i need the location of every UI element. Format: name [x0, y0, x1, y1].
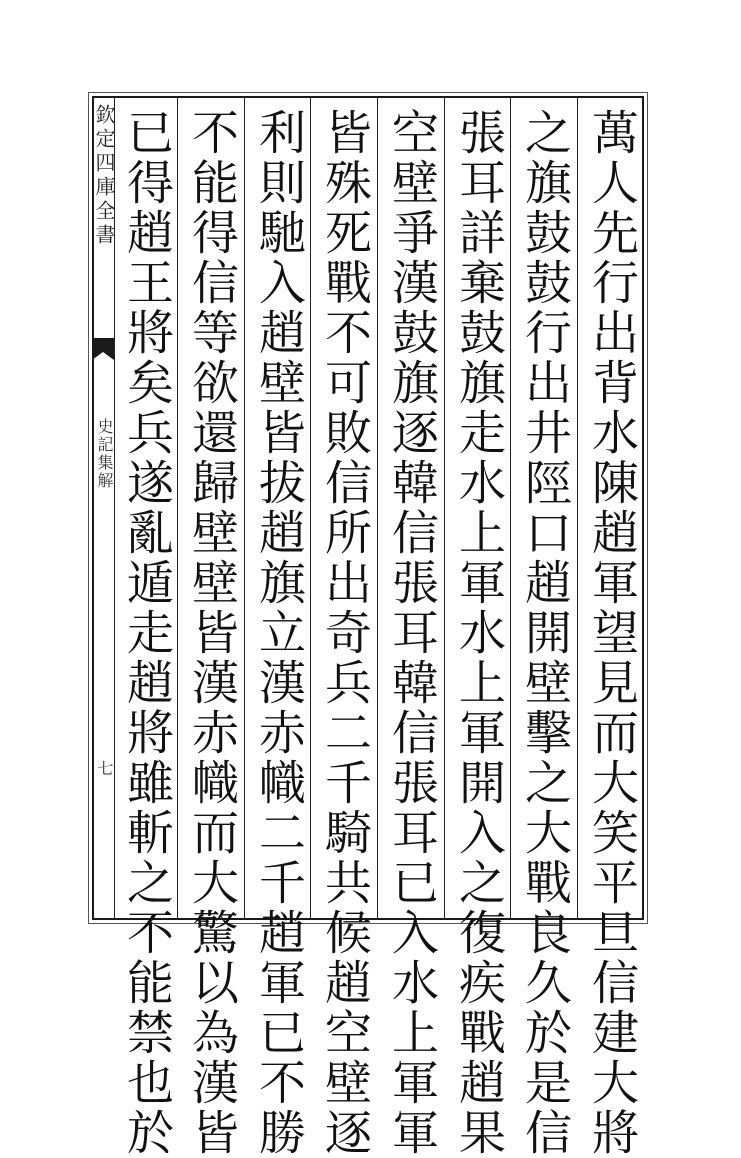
column-rule — [510, 98, 511, 918]
text-column-2: 之旗鼓鼓行出井陘口趙開壁擊之大戰良久於是信 — [517, 108, 572, 1158]
column-rule — [244, 98, 245, 918]
column-rule — [577, 98, 578, 918]
text-column-7: 不能得信等欲還歸壁壁皆漢赤幟而大驚以為漢皆 — [184, 108, 239, 1158]
text-column-5: 皆殊死戰不可敗信所出奇兵二千騎共候趙空壁逐 — [317, 108, 372, 1158]
margin-book-title: 欽定四庫全書 — [92, 104, 116, 248]
text-column-4: 空壁爭漢鼓旗逐韓信張耳韓信張耳已入水上軍軍 — [384, 108, 439, 1158]
column-rule — [444, 98, 445, 918]
text-column-3: 張耳詳棄鼓旗走水上軍水上軍開入之復疾戰趙果 — [451, 108, 506, 1158]
column-rule — [377, 98, 378, 918]
margin-section-title: 史記集解 — [95, 418, 114, 490]
margin-page-number: 七 — [95, 760, 114, 776]
text-column-8: 已得趙王將矣兵遂亂遁走趙將雖斬之不能禁也於 — [119, 108, 174, 1158]
text-column-1: 萬人先行出背水陳趙軍望見而大笑平旦信建大將 — [584, 108, 639, 1158]
column-rule — [177, 98, 178, 918]
column-rule — [310, 98, 311, 918]
fishtail-mark-icon — [92, 338, 114, 368]
text-column-6: 利則馳入趙壁皆拔趙旗立漢赤幟二千趙軍已不勝 — [251, 108, 306, 1158]
